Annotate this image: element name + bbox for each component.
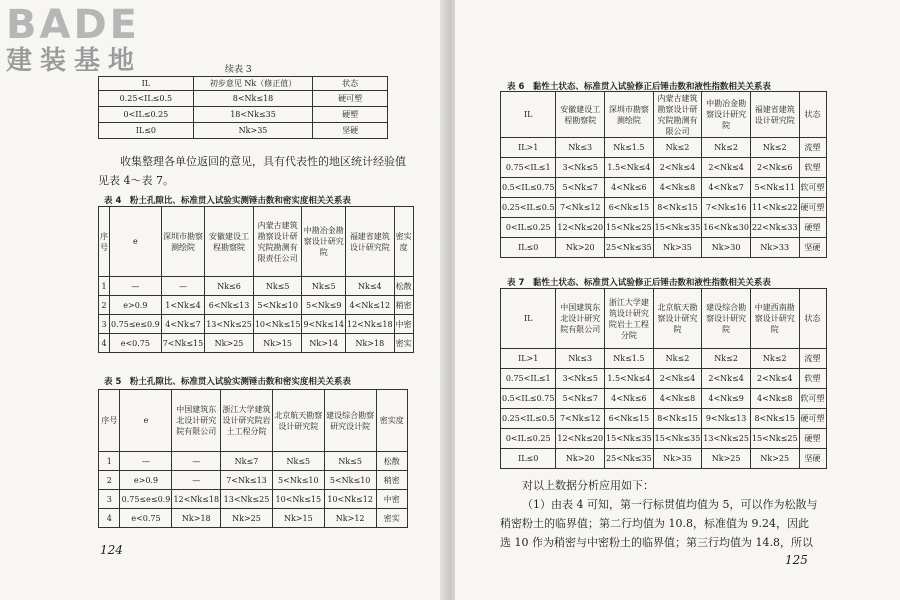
paragraph-line: 稍密粉土的临界值；第二行均值为 10.8，标准值为 9.24，因此 xyxy=(500,517,809,530)
table-cell: 5<Nk≤10 xyxy=(324,471,376,490)
table-header-row xyxy=(501,289,827,349)
paragraph-line: 见表 4～表 7。 xyxy=(98,174,174,187)
bade-logo xyxy=(6,4,176,76)
table-cell: Nk≤5 xyxy=(253,277,302,296)
table-cell: 0.25<IL≤0.5 xyxy=(501,409,556,429)
table-row xyxy=(99,471,408,490)
table-cell: 稍密 xyxy=(376,471,407,490)
table-cell: 15<Nk≤25 xyxy=(605,218,654,238)
table-cell: 5<Nk≤7 xyxy=(556,178,605,198)
table-cell: 16<Nk≤30 xyxy=(702,218,751,238)
table-cell: 0<IL≤0.25 xyxy=(501,218,556,238)
table-row xyxy=(99,123,388,139)
table-row xyxy=(501,349,827,369)
table-cell: 2<Nk≤4 xyxy=(653,369,702,389)
table-cell: e<0.75 xyxy=(120,509,172,528)
table-cell: 6<Nk≤15 xyxy=(605,198,654,218)
paragraph-line: 选 10 作为稍密与中密粉土的临界值；第三行均值为 14.8，所以 xyxy=(500,536,813,549)
table-row xyxy=(501,178,827,198)
table-cell: 硬塑 xyxy=(313,107,388,123)
left-page xyxy=(0,0,445,600)
column-header: 中勘冶金勘察设计研究院 xyxy=(702,92,751,138)
table-cell: Nk≤1.5 xyxy=(605,138,654,158)
logo-subtitle: 建装基地 xyxy=(6,46,143,76)
table-cell: 4<Nk≤7 xyxy=(161,315,205,334)
column-header: 浙江大学建筑设计研究院岩土工程分院 xyxy=(221,390,273,452)
table-cell: 4<Nk≤7 xyxy=(702,178,751,198)
table-row xyxy=(99,452,408,471)
column-header: e xyxy=(120,390,172,452)
table-header-row xyxy=(501,92,827,138)
column-header: 中勘冶金勘察设计研究院 xyxy=(302,207,346,277)
table3-caption: 续表 3 xyxy=(225,65,252,75)
table-cell: Nk≤5 xyxy=(272,452,324,471)
table-row xyxy=(501,138,827,158)
table-cell: Nk≤3 xyxy=(556,349,605,369)
table-cell: 软可塑 xyxy=(799,389,826,409)
column-header: 北京航天勘察设计研究院 xyxy=(272,390,324,452)
table-cell: 2<Nk≤6 xyxy=(750,158,799,178)
table-cell: 5<Nk≤7 xyxy=(556,389,605,409)
table-cell: Nk>18 xyxy=(346,334,395,353)
table-cell: 11<Nk≤22 xyxy=(750,198,799,218)
column-header: IL xyxy=(501,92,556,138)
table-cell: 3<Nk≤5 xyxy=(556,158,605,178)
table-cell: 硬塑 xyxy=(799,218,826,238)
table-cell: 密实 xyxy=(376,509,407,528)
column-header: 密实度 xyxy=(394,207,413,277)
table-cell: 0<IL≤0.25 xyxy=(99,107,194,123)
table-cell: 13<Nk≤25 xyxy=(205,315,254,334)
table-cell: Nk≤5 xyxy=(324,452,376,471)
table-cell: 软塑 xyxy=(799,369,826,389)
table-cell: 5<Nk≤10 xyxy=(272,471,324,490)
table-cell: 25<Nk≤35 xyxy=(605,449,654,469)
table-row xyxy=(501,218,827,238)
table-cell: 2<Nk≤4 xyxy=(653,158,702,178)
column-header: 福建省建筑设计研究院 xyxy=(750,92,799,138)
table-row xyxy=(99,334,414,353)
column-header: 建设综合勘察研究设计院 xyxy=(324,390,376,452)
table-cell: 0.75≤e≤0.9 xyxy=(110,315,162,334)
table-cell: 1.5<Nk≤4 xyxy=(605,158,654,178)
table-cell: 1<Nk≤4 xyxy=(161,296,205,315)
table-cell: 4<Nk≤8 xyxy=(653,389,702,409)
table-row xyxy=(99,107,388,123)
table-cell: Nk>20 xyxy=(556,449,605,469)
table-cell: Nk>25 xyxy=(221,509,273,528)
table-header-row xyxy=(99,390,408,452)
column-header: IL xyxy=(501,289,556,349)
table-cell: Nk≤3 xyxy=(556,138,605,158)
column-header: 序号 xyxy=(99,390,120,452)
column-header: 内蒙古建筑勘察设计研究院勘测有限责任公司 xyxy=(253,207,302,277)
table-cell: 坚硬 xyxy=(313,123,388,139)
table-row xyxy=(99,91,388,107)
table-cell: 中密 xyxy=(376,490,407,509)
table-cell: 8<Nk≤15 xyxy=(653,409,702,429)
table-cell: 8<Nk≤15 xyxy=(750,409,799,429)
column-header: 北京航天勘察设计研究院 xyxy=(653,289,702,349)
table-cell: Nk>35 xyxy=(653,238,702,258)
table-cell: e<0.75 xyxy=(110,334,162,353)
table-cell: Nk>25 xyxy=(702,449,751,469)
table-cell: Nk≤5 xyxy=(302,277,346,296)
table-cell: 2 xyxy=(99,296,110,315)
table-cell: 4 xyxy=(99,509,120,528)
table-cell: 松散 xyxy=(376,452,407,471)
table-cell: 12<Nk≤18 xyxy=(346,315,395,334)
table-cell: Nk>12 xyxy=(324,509,376,528)
page-number-left: 124 xyxy=(100,543,123,557)
table-cell: — xyxy=(120,452,172,471)
paragraph-line: （1）由表 4 可知，第一行标贯值均值为 5，可以作为松散与 xyxy=(522,498,818,511)
table-cell: 6<Nk≤13 xyxy=(205,296,254,315)
table-cell: 12<Nk≤18 xyxy=(172,490,221,509)
table-cell: 0.5<IL≤0.75 xyxy=(501,178,556,198)
column-header: 中国建筑东北设计研究院有限公司 xyxy=(172,390,221,452)
table-cell: 5<Nk≤11 xyxy=(750,178,799,198)
paragraph-line: 收集整理各单位返回的意见，具有代表性的地区统计经验值 xyxy=(120,155,406,168)
table-cell: IL>1 xyxy=(501,349,556,369)
paragraph-line: 对以上数据分析应用如下： xyxy=(522,479,654,492)
column-header: 状态 xyxy=(313,77,388,91)
column-header: 安徽建设工程勘察院 xyxy=(205,207,254,277)
table-cell: 3 xyxy=(99,315,110,334)
table-cell: 流塑 xyxy=(799,138,826,158)
column-header: IL xyxy=(99,77,194,91)
column-header: 状态 xyxy=(799,289,826,349)
table-cell: e>0.9 xyxy=(110,296,162,315)
table-cell: Nk>25 xyxy=(205,334,254,353)
table-cell: IL≤0 xyxy=(99,123,194,139)
table-cell: 松散 xyxy=(394,277,413,296)
table-cell: 15<Nk≤35 xyxy=(653,429,702,449)
table4-caption: 表 4 粉土孔隙比、标准贯入试验实测锤击数和密实度相关关系表 xyxy=(104,196,351,206)
table-cell: — xyxy=(172,452,221,471)
table-cell: Nk>15 xyxy=(272,509,324,528)
table-cell: — xyxy=(161,277,205,296)
table-cell: 5<Nk≤10 xyxy=(253,296,302,315)
table-cell: IL>1 xyxy=(501,138,556,158)
table-row xyxy=(501,409,827,429)
column-header: 中建西南勘察设计研究院 xyxy=(750,289,799,349)
table-3 xyxy=(98,76,388,139)
table-4 xyxy=(98,206,414,353)
table-cell: 7<Nk≤15 xyxy=(161,334,205,353)
table-5 xyxy=(98,389,408,528)
table-cell: 0.75≤e≤0.9 xyxy=(120,490,172,509)
table-row xyxy=(501,449,827,469)
table-cell: 3 xyxy=(99,490,120,509)
table-cell: 8<Nk≤15 xyxy=(653,198,702,218)
table-cell: 9<Nk≤14 xyxy=(302,315,346,334)
table-cell: 1 xyxy=(99,277,110,296)
table-cell: Nk≤2 xyxy=(702,349,751,369)
table-cell: 硬可塑 xyxy=(313,91,388,107)
table-cell: 15<Nk≤35 xyxy=(605,429,654,449)
table-cell: 7<Nk≤16 xyxy=(702,198,751,218)
table-cell: 0.5<IL≤0.75 xyxy=(501,389,556,409)
table-cell: 2<Nk≤4 xyxy=(702,158,751,178)
column-header: 内蒙古建筑勘察设计研究院勘测有限公司 xyxy=(653,92,702,138)
table-cell: 7<Nk≤12 xyxy=(556,198,605,218)
table-cell: Nk>33 xyxy=(750,238,799,258)
table-cell: Nk≤2 xyxy=(653,138,702,158)
table-header-row xyxy=(99,207,414,277)
table-cell: Nk>30 xyxy=(702,238,751,258)
table-row xyxy=(501,238,827,258)
table-cell: 2<Nk≤4 xyxy=(702,369,751,389)
table-row xyxy=(99,490,408,509)
table-cell: IL≤0 xyxy=(501,238,556,258)
table6-caption: 表 6 黏性土状态、标准贯入试验修正后锤击数和液性指数相关关系表 xyxy=(507,82,771,92)
table-cell: Nk>20 xyxy=(556,238,605,258)
table-row xyxy=(99,277,414,296)
table-cell: 稍密 xyxy=(394,296,413,315)
table-cell: 7<Nk≤12 xyxy=(556,409,605,429)
table-cell: 9<Nk≤13 xyxy=(702,409,751,429)
table-cell: e>0.9 xyxy=(120,471,172,490)
table-cell: 硬塑 xyxy=(799,429,826,449)
table-cell: 18<Nk≤35 xyxy=(193,107,313,123)
table-cell: 6<Nk≤15 xyxy=(605,409,654,429)
column-header: 密实度 xyxy=(376,390,407,452)
table-cell: 10<Nk≤15 xyxy=(272,490,324,509)
table-cell: 2<Nk≤4 xyxy=(750,369,799,389)
table-cell: 25<Nk≤35 xyxy=(605,238,654,258)
table-cell: Nk>15 xyxy=(253,334,302,353)
table-cell: 1.5<Nk≤4 xyxy=(605,369,654,389)
table-cell: 4<Nk≤6 xyxy=(605,178,654,198)
column-header: 建设综合勘察设计研究院 xyxy=(702,289,751,349)
table-cell: 10<Nk≤12 xyxy=(324,490,376,509)
table-row xyxy=(99,509,408,528)
column-header: 福建省建筑设计研究院 xyxy=(346,207,395,277)
table-row xyxy=(99,296,414,315)
table-cell: 3<Nk≤5 xyxy=(556,369,605,389)
table-row xyxy=(99,315,414,334)
table-cell: Nk≤2 xyxy=(750,349,799,369)
table-cell: 0.25<IL≤0.5 xyxy=(501,198,556,218)
table-cell: 硬可塑 xyxy=(799,198,826,218)
table-cell: 中密 xyxy=(394,315,413,334)
table-cell: Nk≤2 xyxy=(653,349,702,369)
table-cell: 0.75<IL≤1 xyxy=(501,158,556,178)
intro-paragraph xyxy=(98,152,438,190)
column-header: e xyxy=(110,207,162,277)
table-cell: — xyxy=(110,277,162,296)
table-cell: 密实 xyxy=(394,334,413,353)
table-cell: 0<IL≤0.25 xyxy=(501,429,556,449)
table-cell: Nk≤7 xyxy=(221,452,273,471)
table-cell: Nk≤4 xyxy=(346,277,395,296)
column-header: 安徽建设工程勘察院 xyxy=(556,92,605,138)
table-cell: Nk>35 xyxy=(653,449,702,469)
table-cell: Nk>18 xyxy=(172,509,221,528)
table-cell: Nk≤2 xyxy=(702,138,751,158)
table-cell: 2 xyxy=(99,471,120,490)
logo-wordmark: BADE xyxy=(6,2,140,48)
page-number-right: 125 xyxy=(785,553,808,567)
table-cell: 软可塑 xyxy=(799,178,826,198)
table-cell: 10<Nk≤15 xyxy=(253,315,302,334)
table-row xyxy=(501,198,827,218)
table-cell: Nk>14 xyxy=(302,334,346,353)
table-cell: 12<Nk≤20 xyxy=(556,429,605,449)
table-cell: 0.75<IL≤1 xyxy=(501,369,556,389)
table7-caption: 表 7 黏性土状态、标准贯入试验修正后锤击数和液性指数相关关系表 xyxy=(507,278,771,288)
table-cell: 15<Nk≤25 xyxy=(750,429,799,449)
table-7 xyxy=(500,288,827,469)
table-cell: 5<Nk≤9 xyxy=(302,296,346,315)
table-cell: 0.25<IL≤0.5 xyxy=(99,91,194,107)
column-header: 初步意见 Nk（修正值） xyxy=(193,77,313,91)
table-6 xyxy=(500,91,827,258)
table-cell: 4<Nk≤8 xyxy=(750,389,799,409)
column-header: 深圳市勘察测绘院 xyxy=(605,92,654,138)
table-cell: 15<Nk≤35 xyxy=(653,218,702,238)
table-row xyxy=(501,158,827,178)
right-page xyxy=(455,0,900,600)
column-header: 深圳市勘察测绘院 xyxy=(161,207,205,277)
table-cell: — xyxy=(172,471,221,490)
table-cell: 1 xyxy=(99,452,120,471)
table-cell: 坚硬 xyxy=(799,449,826,469)
table-cell: 软塑 xyxy=(799,158,826,178)
table-cell: IL≤0 xyxy=(501,449,556,469)
table-cell: 13<Nk≤25 xyxy=(702,429,751,449)
table-row xyxy=(501,389,827,409)
column-header: 序号 xyxy=(99,207,110,277)
table-cell: 22<Nk≤33 xyxy=(750,218,799,238)
table-cell: 4<Nk≤12 xyxy=(346,296,395,315)
table-row xyxy=(501,369,827,389)
table-cell: 7<Nk≤13 xyxy=(221,471,273,490)
analysis-paragraph xyxy=(500,476,880,552)
table-cell: 8<Nk≤18 xyxy=(193,91,313,107)
table-cell: Nk>35 xyxy=(193,123,313,139)
table-cell: Nk>25 xyxy=(750,449,799,469)
table-cell: Nk≤2 xyxy=(750,138,799,158)
table-cell: 4<Nk≤8 xyxy=(653,178,702,198)
table5-caption: 表 5 粉土孔隙比、标准贯入试验实测锤击数和密实度相关关系表 xyxy=(104,377,351,387)
table-cell: 4<Nk≤6 xyxy=(605,389,654,409)
table-cell: 硬可塑 xyxy=(799,409,826,429)
column-header: 中国建筑东北设计研究院有限公司 xyxy=(556,289,605,349)
table-cell: Nk≤1.5 xyxy=(605,349,654,369)
table-cell: 流塑 xyxy=(799,349,826,369)
table-cell: Nk≤6 xyxy=(205,277,254,296)
table-cell: 4<Nk≤9 xyxy=(702,389,751,409)
column-header: 浙江大学建筑设计研究院岩土工程分院 xyxy=(605,289,654,349)
table-cell: 坚硬 xyxy=(799,238,826,258)
table-cell: 12<Nk≤20 xyxy=(556,218,605,238)
table-cell: 4 xyxy=(99,334,110,353)
table-row xyxy=(501,429,827,449)
column-header: 状态 xyxy=(799,92,826,138)
table-cell: 13<Nk≤25 xyxy=(221,490,273,509)
table-header-row xyxy=(99,77,388,91)
